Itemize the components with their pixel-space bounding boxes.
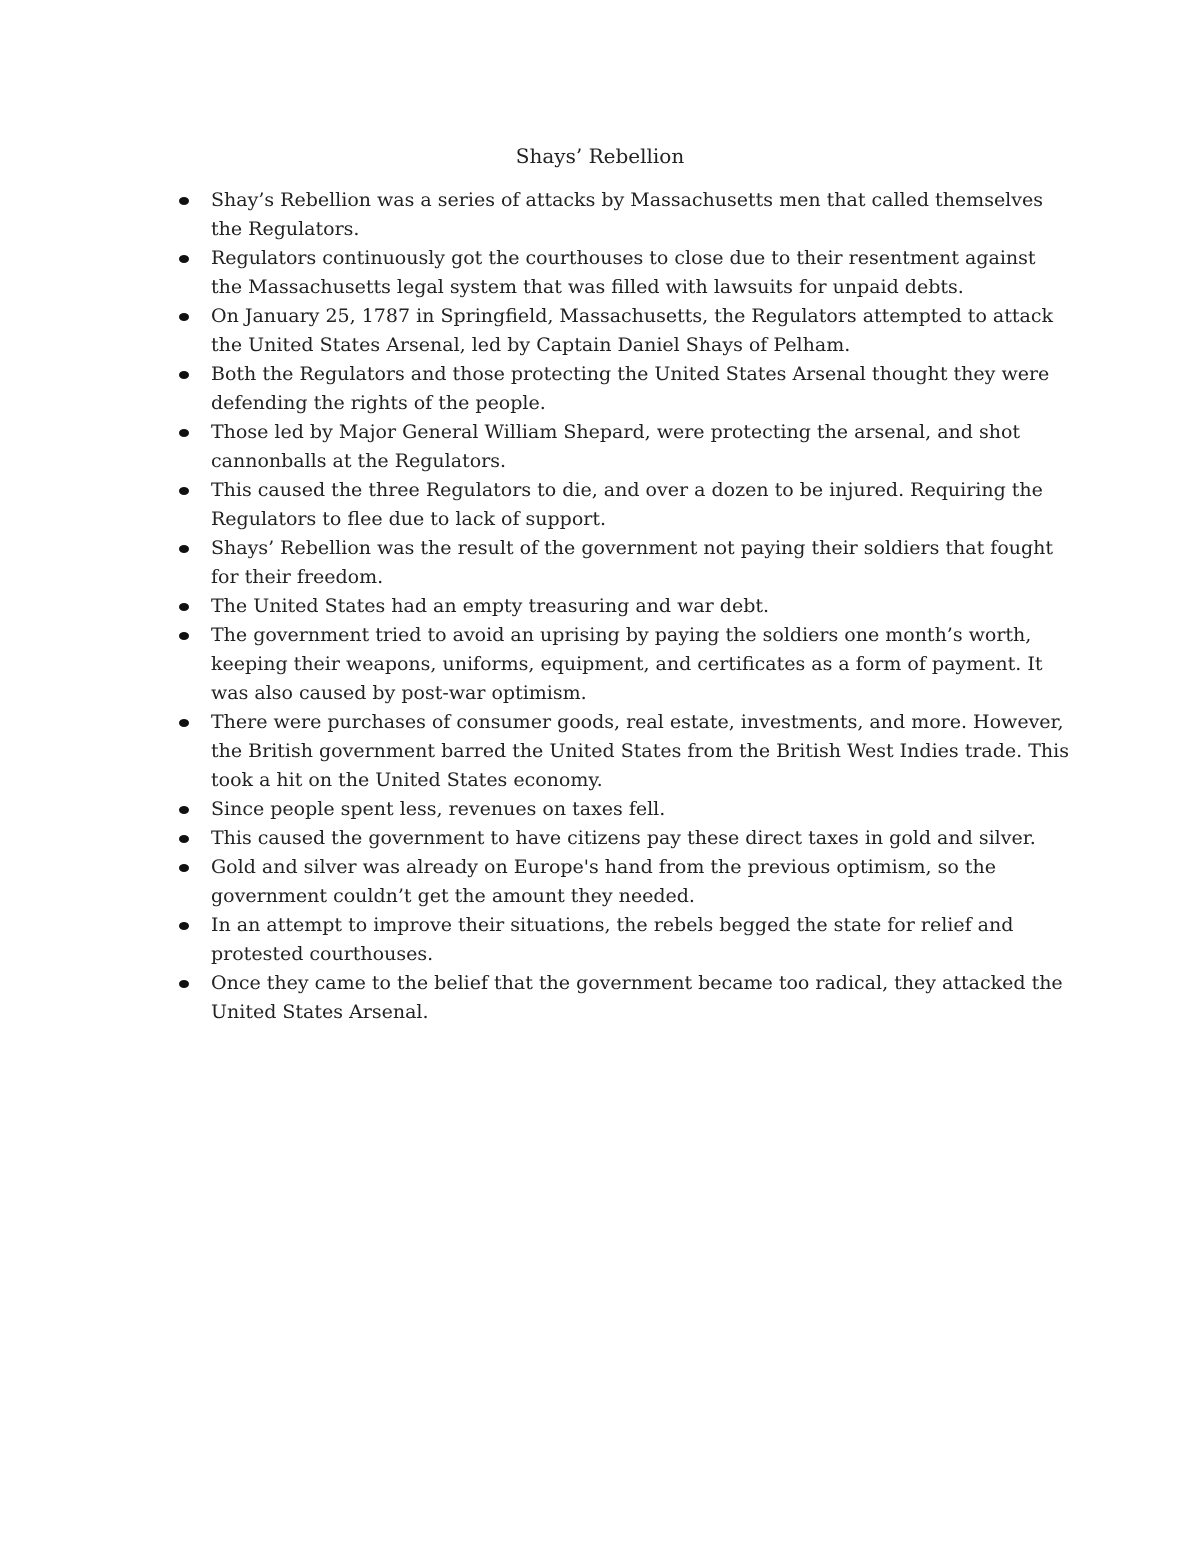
bullet-text: Since people spent less, revenues on taxes fell. xyxy=(211,798,666,820)
list-item xyxy=(211,592,1071,621)
list-item xyxy=(211,708,1071,795)
list-item xyxy=(211,795,1071,824)
bullet-icon xyxy=(179,980,189,988)
bullet-icon xyxy=(179,371,189,379)
bullet-text: Gold and silver was already on Europe's hand from the previous optimism, so the government couldn’t get the amount they needed. xyxy=(211,856,996,907)
bullet-text: Shay’s Rebellion was a series of attacks by Massachusetts men that called themselves the Regulators. xyxy=(211,189,1043,240)
bullet-list xyxy=(211,186,1071,1027)
bullet-icon xyxy=(179,545,189,553)
list-item xyxy=(211,534,1071,592)
list-item xyxy=(211,824,1071,853)
bullet-icon xyxy=(179,864,189,872)
bullet-icon xyxy=(179,632,189,640)
document-title: Shays’ Rebellion xyxy=(515,144,685,168)
list-item xyxy=(211,186,1071,244)
list-item xyxy=(211,476,1071,534)
bullet-text: Once they came to the belief that the government became too radical, they attacked the United States Arsenal. xyxy=(211,972,1063,1023)
list-item xyxy=(211,244,1071,302)
bullet-icon xyxy=(179,719,189,727)
list-item xyxy=(211,969,1071,1027)
bullet-text: This caused the three Regulators to die, and over a dozen to be injured. Requiring the Regulators to flee due to lack of support. xyxy=(211,479,1043,530)
bullet-icon xyxy=(179,197,189,205)
bullet-icon xyxy=(179,835,189,843)
bullet-icon xyxy=(179,922,189,930)
bullet-text: The United States had an empty treasuring and war debt. xyxy=(211,595,770,617)
bullet-text: Those led by Major General William Shepard, were protecting the arsenal, and shot cannonballs at the Regulators. xyxy=(211,421,1021,472)
list-item xyxy=(211,302,1071,360)
bullet-text: There were purchases of consumer goods, real estate, investments, and more. However, the British government barred the United States from the British West Indies trade. This took a hit on the United States economy. xyxy=(211,711,1069,791)
bullet-icon xyxy=(179,487,189,495)
bullet-icon xyxy=(179,603,189,611)
list-item xyxy=(211,853,1071,911)
bullet-text: This caused the government to have citizens pay these direct taxes in gold and silver. xyxy=(211,827,1036,849)
bullet-icon xyxy=(179,429,189,437)
list-item xyxy=(211,621,1071,708)
bullet-text: The government tried to avoid an uprising by paying the soldiers one month’s worth, keeping their weapons, uniforms, equipment, and certificates as a form of payment. It was also caused by post-war optimism. xyxy=(211,624,1043,704)
bullet-icon xyxy=(179,313,189,321)
bullet-text: On January 25, 1787 in Springfield, Massachusetts, the Regulators attempted to attack the United States Arsenal, led by Captain Daniel Shays of Pelham. xyxy=(211,305,1054,356)
list-item xyxy=(211,418,1071,476)
list-item xyxy=(211,360,1071,418)
bullet-text: Both the Regulators and those protecting the United States Arsenal thought they were defending the rights of the people. xyxy=(211,363,1050,414)
bullet-icon xyxy=(179,255,189,263)
bullet-text: Regulators continuously got the courthouses to close due to their resentment against the Massachusetts legal system that was filled with lawsuits for unpaid debts. xyxy=(211,247,1036,298)
bullet-text: Shays’ Rebellion was the result of the government not paying their soldiers that fought for their freedom. xyxy=(211,537,1054,588)
bullet-text: In an attempt to improve their situations, the rebels begged the state for relief and protested courthouses. xyxy=(211,914,1014,965)
list-item xyxy=(211,911,1071,969)
bullet-icon xyxy=(179,806,189,814)
